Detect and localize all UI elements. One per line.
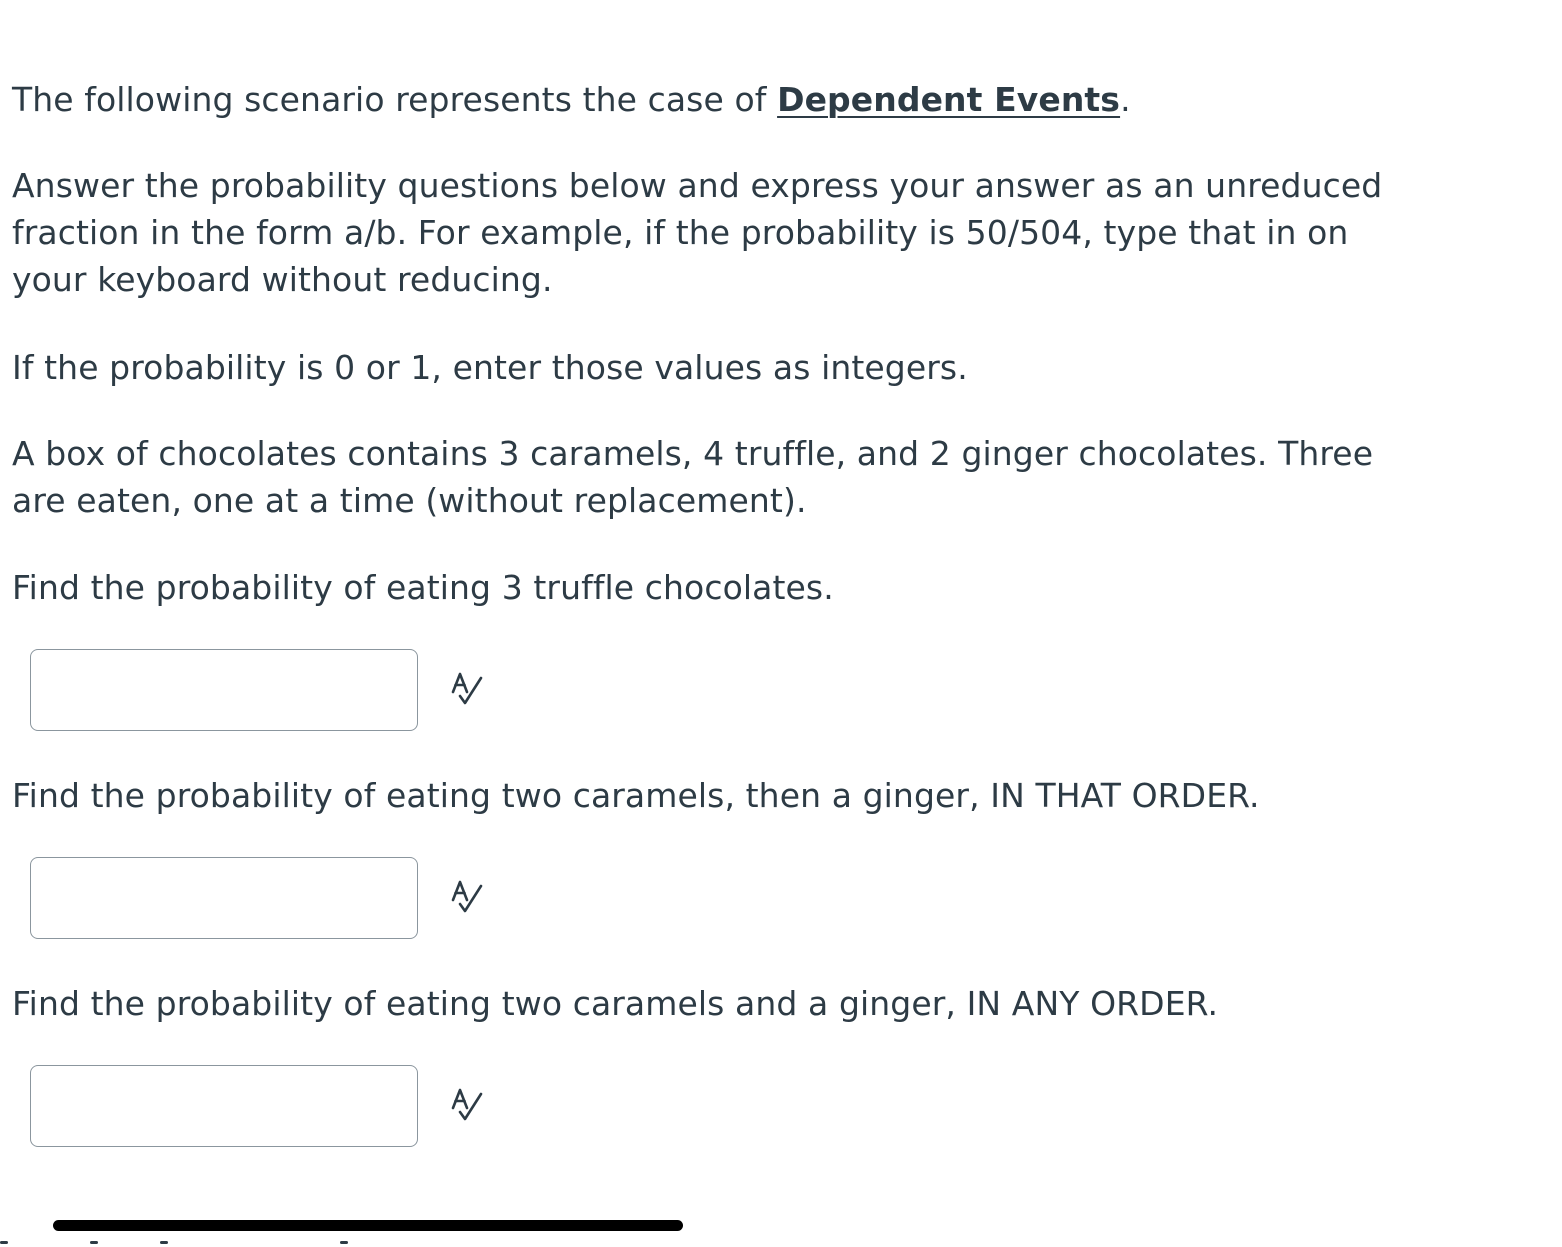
answer-input-2[interactable] xyxy=(30,857,418,939)
question-2-prompt: Find the probability of eating two caramels, then a ginger, IN THAT ORDER. xyxy=(12,776,1260,815)
intro-text xyxy=(12,76,1131,123)
answer-input-3[interactable] xyxy=(30,1065,418,1147)
instructions-line: your keyboard without reducing. xyxy=(12,260,553,299)
intro-prefix: The following scenario represents the case of xyxy=(12,80,778,119)
footer-fragment xyxy=(160,1241,168,1244)
scenario-text xyxy=(12,430,1373,524)
question-1-prompt: Find the probability of eating 3 truffle chocolates. xyxy=(12,568,834,607)
question-3-prompt: Find the probability of eating two caramels and a ginger, IN ANY ORDER. xyxy=(12,984,1219,1023)
answer-input-1[interactable] xyxy=(30,649,418,731)
spell-check-icon[interactable] xyxy=(447,878,489,916)
spell-check-icon[interactable] xyxy=(447,670,489,708)
instructions-line: fraction in the form a/b. For example, if the probability is 50/504, type that in on xyxy=(12,213,1349,252)
cut-off-footer xyxy=(0,1236,400,1247)
instructions-line: Answer the probability questions below and express your answer as an unreduced xyxy=(12,166,1383,205)
instructions-text xyxy=(12,162,1382,303)
dependent-events-term: Dependent Events xyxy=(777,80,1121,119)
bottom-divider-bar xyxy=(53,1220,683,1231)
integers-note: If the probability is 0 or 1, enter those values as integers. xyxy=(12,348,968,387)
scenario-line: are eaten, one at a time (without replacement). xyxy=(12,481,807,520)
scenario-line: A box of chocolates contains 3 caramels, 4 truffle, and 2 ginger chocolates. Three xyxy=(12,434,1374,473)
intro-suffix: . xyxy=(1120,80,1131,119)
footer-fragment xyxy=(90,1241,98,1244)
footer-fragment xyxy=(340,1241,348,1244)
spell-check-icon[interactable] xyxy=(447,1086,489,1124)
footer-fragment xyxy=(0,1241,8,1244)
